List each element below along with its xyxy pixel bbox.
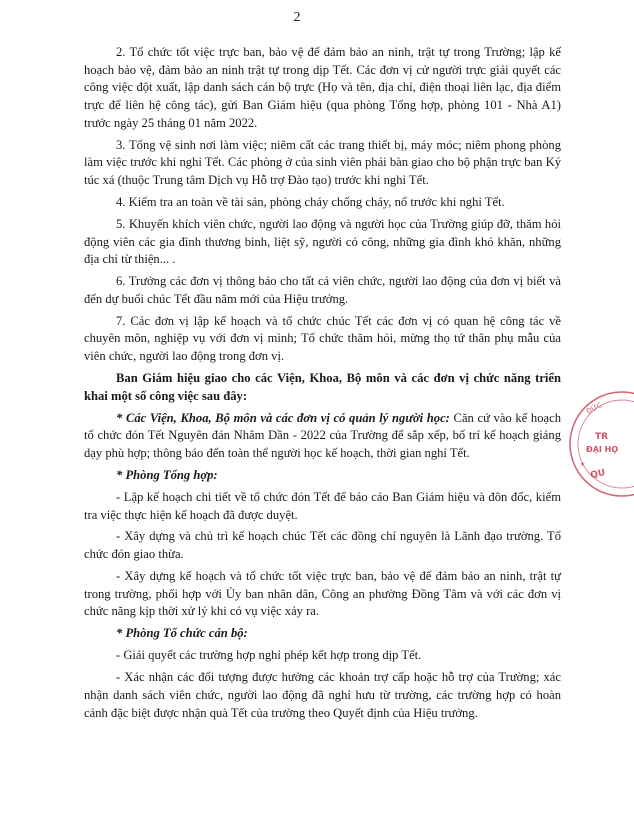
paragraph-3: 3. Tổng vệ sinh nơi làm việc; niêm cất các trang thiết bị, máy móc; niêm phong phòng làm việc trước khi nghỉ Tết. Các phòng ở của sinh viên phải bàn giao cho bộ phận trực ban Ký túc xá (thuộc Trung tâm Dịch vụ Hỗ trợ Đào tạo) trước khi nghỉ Tết. <box>84 137 561 188</box>
seal-text-2: ĐẠI HỌ <box>586 445 619 454</box>
personnel-office-heading: * Phòng Tổ chức cán bộ: <box>116 626 248 641</box>
general-office-item-1: - Lập kế hoạch chi tiết về tổ chức đón Tết để báo cáo Ban Giám hiệu và đôn đốc, kiểm tra việc thực hiện kế hoạch đã được duyệt. <box>84 489 561 522</box>
general-office-item-3: - Xây dựng kế hoạch và tổ chức tốt việc trực ban, bảo vệ để đảm bảo an ninh, trật tự trong trường, phối hợp với Ủy ban nhân dân, Công an phường Đồng Tâm và với các đơn vị chức năng kịp thời xử lý khi có vụ việc xảy ra. <box>84 569 561 619</box>
general-office-item-2: - Xây dựng và chủ trì kế hoạch chúc Tết các đồng chí nguyên là Lãnh đạo trường. Tổ chức đón giao thừa. <box>84 529 561 562</box>
document-body <box>84 44 561 726</box>
institutes-text: Căn cứ vào kế hoạch tổ chức đón Tết Nguyên đán Nhâm Dần - 2022 của Trường để sắp xếp, bố trí kế hoạch giảng dạy phù hợp; thông báo đến toàn thể người học kế hoạch, thời gian nghỉ Tết. <box>84 410 561 461</box>
seal-graphic <box>564 388 634 500</box>
general-office-heading: * Phòng Tổng hợp: <box>116 467 218 482</box>
paragraph-5: 5. Khuyến khích viên chức, người lao động và người học của Trường giúp đỡ, thăm hỏi động viên các gia đình thương binh, liệt sỹ, người có công, những gia đình khó khăn, những địa chỉ từ thiện... . <box>84 216 561 267</box>
assignment-heading: Ban Giám hiệu giao cho các Viện, Khoa, Bộ môn và các đơn vị chức năng triển khai một số công việc sau đây: <box>84 371 561 403</box>
page-number: 2 <box>293 10 301 25</box>
personnel-office-item-2: - Xác nhận các đối tượng được hưởng các khoản trợ cấp hoặc hỗ trợ của Trường; xác nhận danh sách viên chức, người lao động đã nghỉ hưu từ trường, các trường hợp có hoàn cảnh đặc biệt được nhận quà Tết của trường theo Quyết định của Hiệu trưởng. <box>84 670 561 720</box>
personnel-office-item-1: - Giải quyết các trường hợp nghỉ phép kết hợp trong dịp Tết. <box>116 648 422 663</box>
official-seal-stamp <box>564 388 634 500</box>
seal-text-top: ĐỨC <box>585 401 604 416</box>
paragraph-6: 6. Trưởng các đơn vị thông báo cho tất cả viên chức, người lao động của đơn vị biết và đến dự buổi chúc Tết đầu năm mới của Hiệu trưởng. <box>84 274 561 306</box>
seal-star-icon: ★ <box>580 461 586 468</box>
paragraph-4: 4. Kiểm tra an toàn về tài sản, phòng cháy chống cháy, nổ trước khi nghỉ Tết. <box>116 195 505 209</box>
seal-text-3: QU <box>589 468 607 481</box>
paragraph-2: 2. Tổ chức tốt việc trực ban, bảo vệ để đảm bảo an ninh, trật tự trong Trường; lập kế hoạch bảo vệ, đảm bảo an ninh trật tự trong dịp Tết. Các đơn vị cử người trực giải quyết các công việc đột xuất, lập danh sách cán bộ trực (Họ và tên, địa chỉ, điện thoại liên lạc, địa điểm trực để liên hệ công tác), gửi Ban Giám hiệu (qua phòng Tổng hợp, phòng 101 - Nhà A1) trước ngày 25 tháng 01 năm 2022. <box>84 45 561 130</box>
institutes-label: * Các Viện, Khoa, Bộ môn và các đơn vị có quản lý người học: <box>116 410 450 425</box>
paragraph-7: 7. Các đơn vị lập kế hoạch và tổ chức chúc Tết các đơn vị có quan hệ công tác về chuyên môn, nghiệp vụ với đơn vị mình; Tổ chức thăm hỏi, mừng thọ tứ thân phụ mẫu của viên chức, người lao động trong đơn vị. <box>84 313 561 364</box>
seal-text-1: TR <box>595 432 609 442</box>
institutes-paragraph <box>84 410 561 463</box>
